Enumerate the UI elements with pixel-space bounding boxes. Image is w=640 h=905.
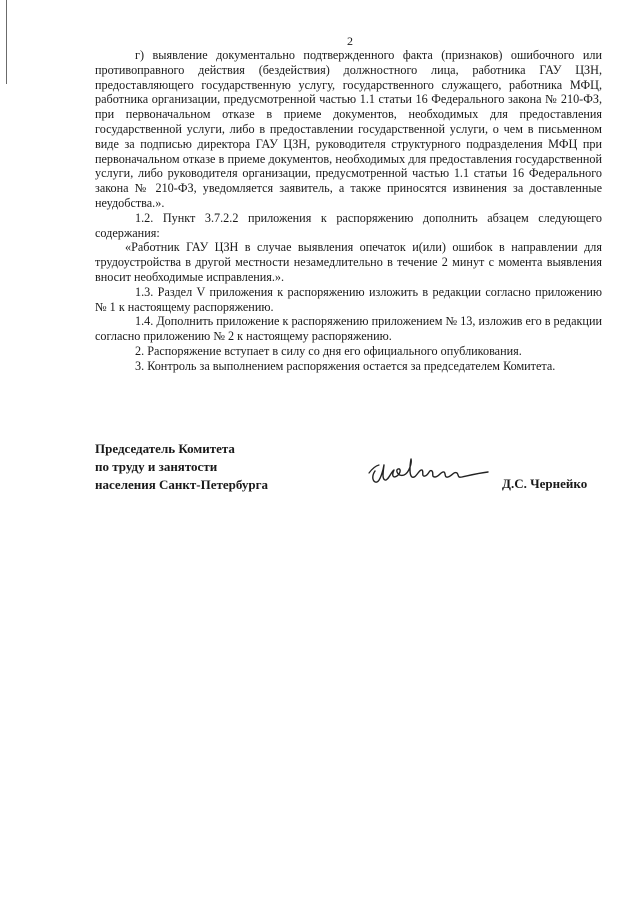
paragraph-2: 2. Распоряжение вступает в силу со дня его официального опубликования. xyxy=(135,343,522,358)
paragraph-quote: «Работник ГАУ ЦЗН в случае выявления опечаток и(или) ошибок в направлении для трудоустройства в другой местности незамедлительно в течение 2 минут с момента выявления вносит необходимые исправления.». xyxy=(95,240,602,284)
signatory-title-line: Председатель Комитета xyxy=(95,441,235,456)
paragraph-1-3: 1.3. Раздел V приложения к распоряжению изложить в редакции согласно приложению № 1 к настоящему распоряжению. xyxy=(95,284,602,314)
signatory-title-line: по труду и занятости xyxy=(95,459,218,474)
paragraph-item-g: г) выявление документально подтвержденного факта (признаков) ошибочного или противоправного действия (бездействия) должностного лица, работника ГАУ ЦЗН, предоставляющего государственную услугу, государственного служащего, работника МФЦ, работника организации, предусмотренной частью 1.1 статьи 16 Федерального закона № 210-ФЗ, при первоначальном отказе в приеме документов, необходимых для предоставления государственной услуги, либо в предоставлении государственной услуги, о чем в письменном виде за подписью директора ГАУ ЦЗН, руководителя структурного подразделения МФЦ при первоначальном отказе в приеме документов, необходимых для предоставления государственной услуги, либо руководителя организации, предусмотренной частью 1.1 статьи 16 Федерального закона № 210-ФЗ, уведомляется заявитель, а также приносятся извинения за доставленные неудобства.». xyxy=(95,48,602,210)
signatory-title-line: населения Санкт-Петербурга xyxy=(95,477,269,492)
signer-name: Д.С. Чернейко xyxy=(502,476,588,491)
document-body xyxy=(95,48,602,374)
page-number: 2 xyxy=(347,34,353,48)
paragraph-3: 3. Контроль за выполнением распоряжения остается за председателем Комитета. xyxy=(135,358,556,373)
paragraph-1-2: 1.2. Пункт 3.7.2.2 приложения к распоряжению дополнить абзацем следующего содержания: xyxy=(95,210,602,240)
signatory-title xyxy=(95,440,268,494)
handwritten-signature xyxy=(367,455,492,491)
paragraph-1-4: 1.4. Дополнить приложение к распоряжению приложением № 13, изложив его в редакции согласно приложению № 2 к настоящему распоряжению. xyxy=(95,314,602,344)
